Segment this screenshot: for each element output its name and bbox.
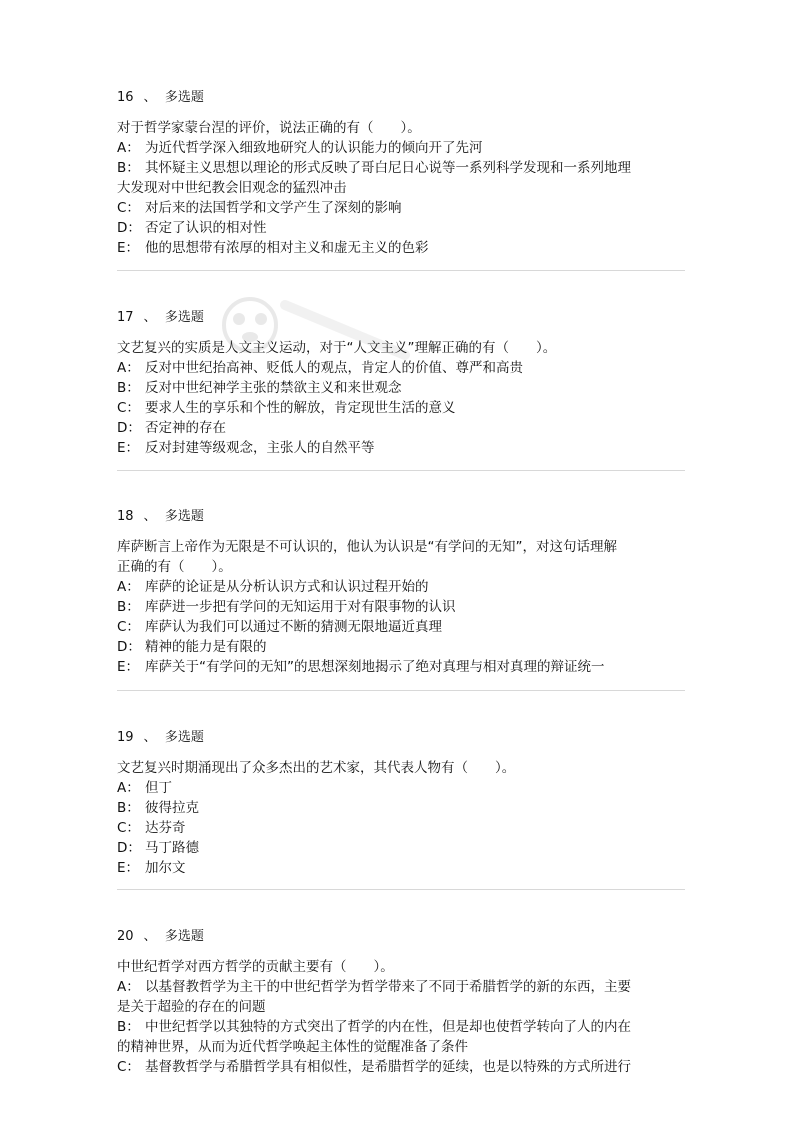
question-stem: 对于哲学家蒙台涅的评价，说法正确的有（ ）。 (117, 120, 421, 136)
question-type: 多选题 (164, 730, 204, 745)
option-e[interactable]: E： 他的思想带有浓厚的相对主义和虚无主义的色彩 (117, 240, 429, 256)
question-number: 18 (117, 509, 134, 524)
question-number: 16 (117, 90, 134, 105)
question-number: 20 (117, 929, 134, 944)
question-type: 多选题 (164, 310, 204, 325)
option-e[interactable]: E： 库萨关于“有学问的无知”的思想深刻地揭示了绝对真理与相对真理的辩证统一 (117, 659, 605, 675)
option-a-continuation: 是关于超验的存在的问题 (117, 999, 266, 1015)
option-b[interactable]: B： 库萨进一步把有学问的无知运用于对有限事物的认识 (117, 599, 456, 615)
question-header (117, 728, 685, 748)
option-e[interactable]: E： 加尔文 (117, 860, 186, 876)
option-b-continuation: 的精神世界，从而为近代哲学唤起主体性的觉醒准备了条件 (117, 1039, 468, 1055)
option-e[interactable]: E： 反对封建等级观念，主张人的自然平等 (117, 440, 375, 456)
question-block (117, 308, 685, 458)
option-d[interactable]: D： 马丁路德 (117, 840, 199, 856)
question-stem: 中世纪哲学对西方哲学的贡献主要有（ ）。 (117, 959, 394, 975)
question-stem: 文艺复兴时期涌现出了众多杰出的艺术家，其代表人物有（ ）。 (117, 760, 516, 776)
question-type: 多选题 (164, 929, 204, 944)
question-type: 多选题 (164, 90, 204, 105)
option-b[interactable]: B： 彼得拉克 (117, 800, 199, 816)
option-b[interactable]: B： 中世纪哲学以其独特的方式突出了哲学的内在性，但是却也使哲学转向了人的内在 (117, 1019, 631, 1035)
question-header (117, 308, 685, 328)
question-stem-continuation: 正确的有（ ）。 (117, 559, 232, 575)
option-a[interactable]: A： 库萨的论证是从分析认识方式和认识过程开始的 (117, 579, 429, 595)
option-d[interactable]: D： 精神的能力是有限的 (117, 639, 267, 655)
option-c[interactable]: C： 基督教哲学与希腊哲学具有相似性，是希腊哲学的延续，也是以特殊的方式所进行 (117, 1059, 631, 1075)
option-d[interactable]: D： 否定神的存在 (117, 420, 226, 436)
question-block (117, 927, 685, 1077)
question-separator: 、 (143, 90, 157, 105)
question-number: 19 (117, 730, 134, 745)
question-block (117, 88, 685, 258)
question-divider (117, 690, 685, 691)
question-block (117, 507, 685, 677)
question-header (117, 927, 685, 947)
option-c[interactable]: C： 库萨认为我们可以通过不断的猜测无限地逼近真理 (117, 619, 442, 635)
option-b-continuation: 大发现对中世纪教会旧观念的猛烈冲击 (117, 180, 347, 196)
question-type: 多选题 (164, 509, 204, 524)
question-separator: 、 (143, 509, 157, 524)
question-header (117, 507, 685, 527)
option-a[interactable]: A： 但丁 (117, 780, 172, 796)
question-stem: 库萨断言上帝作为无限是不可认识的，他认为认识是“有学问的无知”，对这句话理解 (117, 539, 617, 555)
option-b[interactable]: B： 其怀疑主义思想以理论的形式反映了哥白尼日心说等一系列科学发现和一系列地理 (117, 160, 631, 176)
option-a[interactable]: A： 为近代哲学深入细致地研究人的认识能力的倾向开了先河 (117, 140, 483, 156)
option-d[interactable]: D： 否定了认识的相对性 (117, 220, 267, 236)
question-header (117, 88, 685, 108)
question-separator: 、 (143, 929, 157, 944)
question-block (117, 728, 685, 878)
option-b[interactable]: B： 反对中世纪神学主张的禁欲主义和来世观念 (117, 380, 402, 396)
option-c[interactable]: C： 要求人生的享乐和个性的解放，肯定现世生活的意义 (117, 400, 456, 416)
question-separator: 、 (143, 730, 157, 745)
question-divider (117, 889, 685, 890)
question-divider (117, 470, 685, 471)
option-a[interactable]: A： 反对中世纪抬高神、贬低人的观点，肯定人的价值、尊严和高贵 (117, 360, 523, 376)
question-stem: 文艺复兴的实质是人文主义运动，对于“人文主义”理解正确的有（ ）。 (117, 340, 557, 356)
option-c[interactable]: C： 对后来的法国哲学和文学产生了深刻的影响 (117, 200, 402, 216)
question-number: 17 (117, 310, 134, 325)
question-separator: 、 (143, 310, 157, 325)
option-c[interactable]: C： 达芬奇 (117, 820, 186, 836)
option-a[interactable]: A： 以基督教哲学为主干的中世纪哲学为哲学带来了不同于希腊哲学的新的东西，主要 (117, 979, 631, 995)
question-divider (117, 270, 685, 271)
